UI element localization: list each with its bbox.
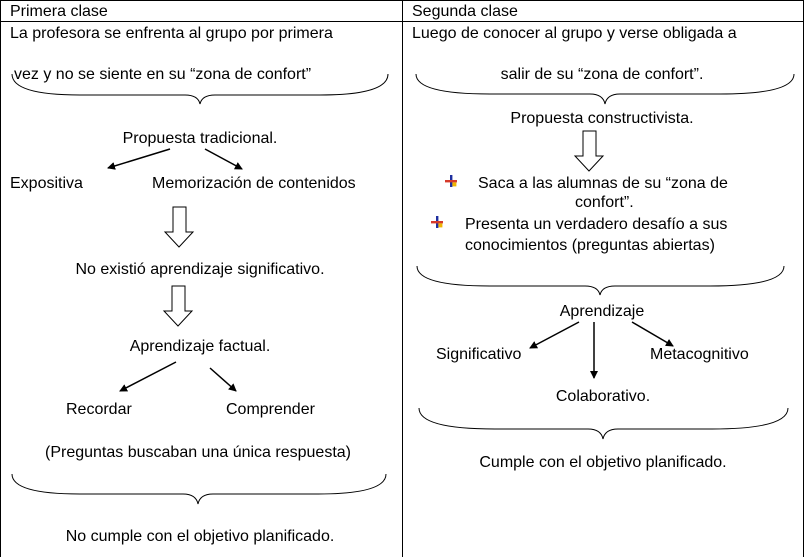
left-branch-memorizacion: Memorización de contenidos [152,175,356,192]
right-bullets-brace [417,266,784,295]
right-conclusion: Cumple con el objetivo planificado. [479,454,727,471]
bullet-marker-icon [444,174,458,188]
header-primera-clase: Primera clase [10,3,108,20]
right-bullet1-line1: Saca a las alumnas de su “zona de [478,175,728,192]
hollow-arrow-down-3 [575,131,603,171]
left-questions-brace [12,474,386,504]
left-intro-line1: La profesora se enfrenta al grupo por primera [10,25,333,42]
left-questions: (Preguntas buscaban una única respuesta) [45,444,351,461]
left-skill-comprender: Comprender [226,401,315,418]
header-segunda-clase: Segunda clase [412,3,518,20]
right-type-metacognitivo: Metacognitivo [650,346,749,363]
right-bullet2-line2: conocimientos (preguntas abiertas) [465,237,715,254]
right-type-colaborativo: Colaborativo. [555,388,651,405]
right-learning-brace [419,408,788,439]
bullet-marker-icon [430,215,444,229]
right-intro-line2: salir de su “zona de confort”. [500,66,704,83]
arrow-to-significativo [530,322,579,348]
right-proposal: Propuesta constructivista. [510,110,694,127]
left-no-learning: No existió aprendizaje significativo. [75,261,325,278]
left-proposal: Propuesta tradicional. [122,130,278,147]
arrow-to-expositiva [108,149,170,168]
right-type-significativo: Significativo [436,346,522,363]
arrow-to-memorizacion [205,149,242,169]
left-learning: Aprendizaje factual. [129,338,271,355]
hollow-arrow-down-1 [165,207,193,247]
left-skill-recordar: Recordar [66,401,132,418]
right-intro-line1: Luego de conocer al grupo y verse obligada a [412,25,737,42]
left-conclusion: No cumple con el objetivo planificado. [65,528,335,545]
left-branch-expositiva: Expositiva [10,175,83,192]
arrow-to-comprender [210,368,236,391]
right-learning: Aprendizaje [559,303,645,320]
right-bullet1-line2: confort”. [575,194,634,211]
arrow-to-recordar [120,362,176,391]
left-intro-line2: vez y no se siente en su “zona de confort” [14,66,312,83]
arrow-to-metacognitivo [632,322,673,346]
hollow-arrow-down-2 [164,286,192,326]
right-bullet2-line1: Presenta un verdadero desafío a sus [465,216,728,233]
